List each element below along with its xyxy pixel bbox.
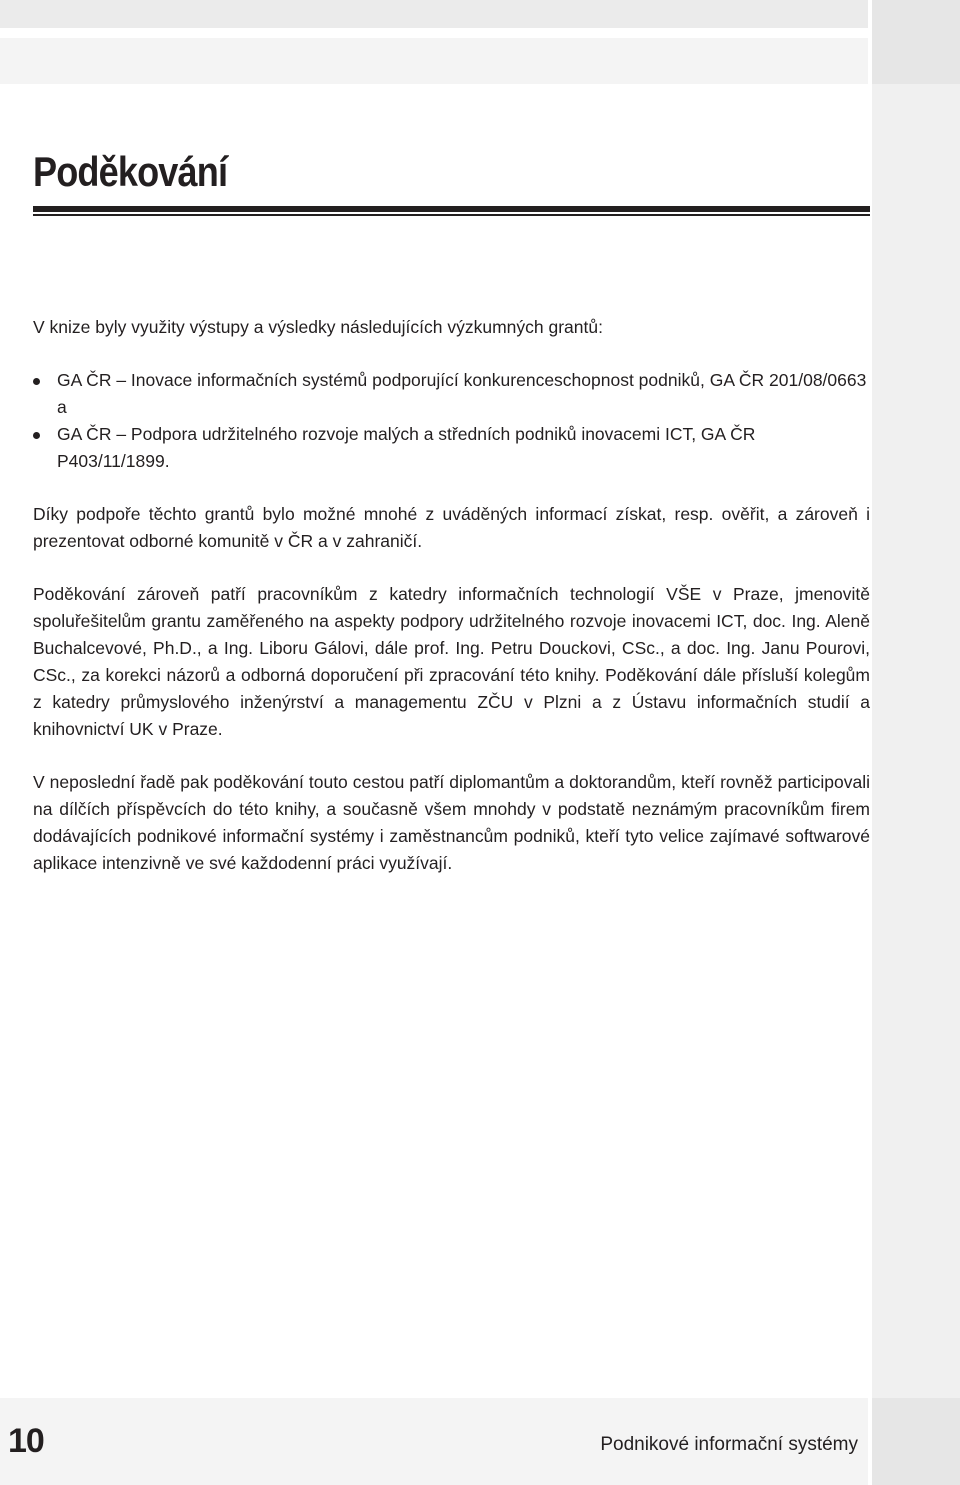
paragraph-acknowledgement-vse: Poděkování zároveň patří pracovníkům z katedry informačních technologií VŠE v Praze, jmenovitě spoluřešitelům grantu zaměřeného na aspekty podpory udržitelného rozvoje inovacemi ICT, doc. Ing. Aleně Buchalcevové, Ph.D., a Ing. Liboru Gálovi, dále prof. Ing. Petru Douckovi, CSc., a doc. Ing. Janu Pourovi, CSc., za korekci názorů a odborná doporučení při zpracování této knihy. Poděkování dále přísluší kolegům z katedry průmyslového inženýrství a managementu ZČU v Plzni a z Ústavu informačních studií a knihovnictví UK v Praze. (33, 584, 870, 739)
top-band (0, 0, 868, 28)
bullet-icon (33, 378, 40, 385)
page-content (33, 314, 870, 903)
bullet-icon (33, 432, 40, 439)
intro-paragraph: V knize byly využity výstupy a výsledky následujících výzkumných grantů: (33, 317, 603, 337)
paragraph-grant-support: Díky podpoře těchto grantů bylo možné mnohé z uváděných informací získat, resp. ověřit, a zároveň i prezentovat odborné komunitě v ČR a v zahraničí. (33, 504, 870, 551)
grant-list (33, 367, 870, 475)
grant-item-text: GA ČR – Podpora udržitelného rozvoje malých a středních podniků inovacemi ICT, GA ČR P403/11/1899. (57, 424, 756, 471)
page-number: 10 (8, 1422, 44, 1460)
page-title: Poděkování (33, 148, 228, 195)
paragraph-acknowledgement-students: V neposlední řadě pak poděkování touto cestou patří diplomantům a doktorandům, kteří rovněž participovali na dílčích příspěvcích do této knihy, a současně všem mnohdy v podstatě neznámým pracovníkům firem dodávajících podnikové informační systémy i zaměstnancům podniků, kteří tyto velice zajímavé softwarové aplikace intenzivně ve své každodenní práci využívají. (33, 772, 870, 873)
right-margin-band (872, 0, 960, 1485)
title-rule-thin (33, 214, 870, 216)
right-top-band (872, 0, 960, 84)
title-rule-thick (33, 206, 870, 212)
grant-item-text: GA ČR – Inovace informačních systémů podporující konkurenceschopnost podniků, GA ČR 201/08/0663 a (57, 370, 867, 417)
grant-item (33, 367, 870, 421)
grant-item (33, 421, 870, 475)
bottom-right-band (872, 1398, 960, 1485)
footer-book-title: Podnikové informační systémy (600, 1434, 858, 1455)
top-inner-band (0, 38, 868, 84)
